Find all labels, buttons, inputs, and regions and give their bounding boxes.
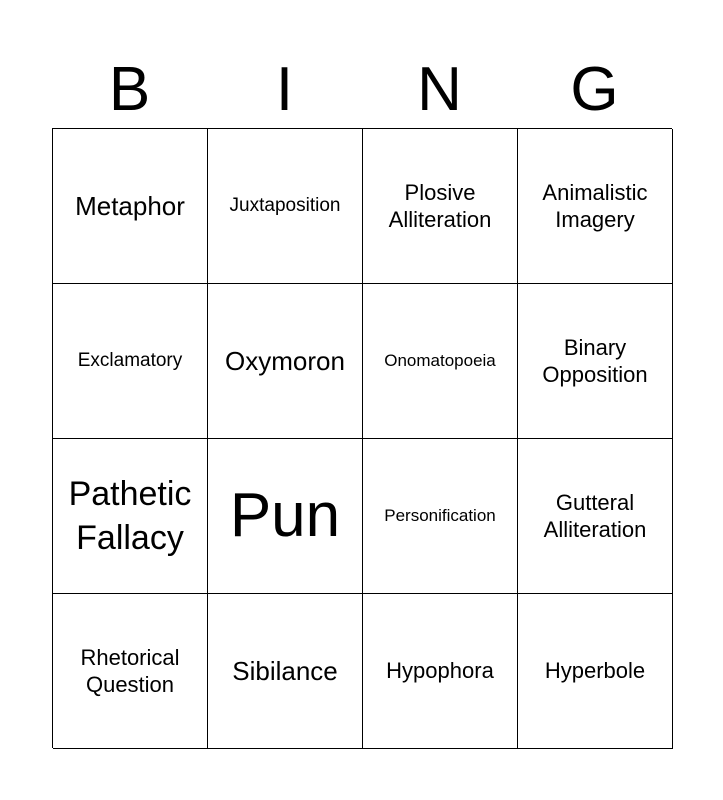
- bingo-cell[interactable]: Binary Opposition: [518, 284, 673, 439]
- bingo-cell[interactable]: Oxymoron: [208, 284, 363, 439]
- bingo-cell[interactable]: Rhetorical Question: [53, 594, 208, 749]
- bingo-cell[interactable]: Hypophora: [363, 594, 518, 749]
- header-letter-i: I: [275, 55, 294, 124]
- bingo-cell[interactable]: Gutteral Alliteration: [518, 439, 673, 594]
- bingo-cell[interactable]: Plosive Alliteration: [363, 129, 518, 284]
- bingo-board: [52, 128, 672, 748]
- bingo-cell[interactable]: Hyperbole: [518, 594, 673, 749]
- header-letter-g: G: [570, 55, 619, 124]
- bingo-cell[interactable]: Animalistic Imagery: [518, 129, 673, 284]
- bingo-cell[interactable]: Personification: [363, 439, 518, 594]
- bingo-cell[interactable]: Juxtaposition: [208, 129, 363, 284]
- bingo-cell[interactable]: Pathetic Fallacy: [53, 439, 208, 594]
- bingo-cell[interactable]: Onomatopoeia: [363, 284, 518, 439]
- bingo-header: [52, 52, 672, 128]
- bingo-cell[interactable]: Sibilance: [208, 594, 363, 749]
- bingo-cell[interactable]: Pun: [208, 439, 363, 594]
- bingo-cell[interactable]: Exclamatory: [53, 284, 208, 439]
- bingo-cell[interactable]: Metaphor: [53, 129, 208, 284]
- header-letter-n: N: [417, 55, 462, 124]
- header-letter-b: B: [108, 55, 151, 124]
